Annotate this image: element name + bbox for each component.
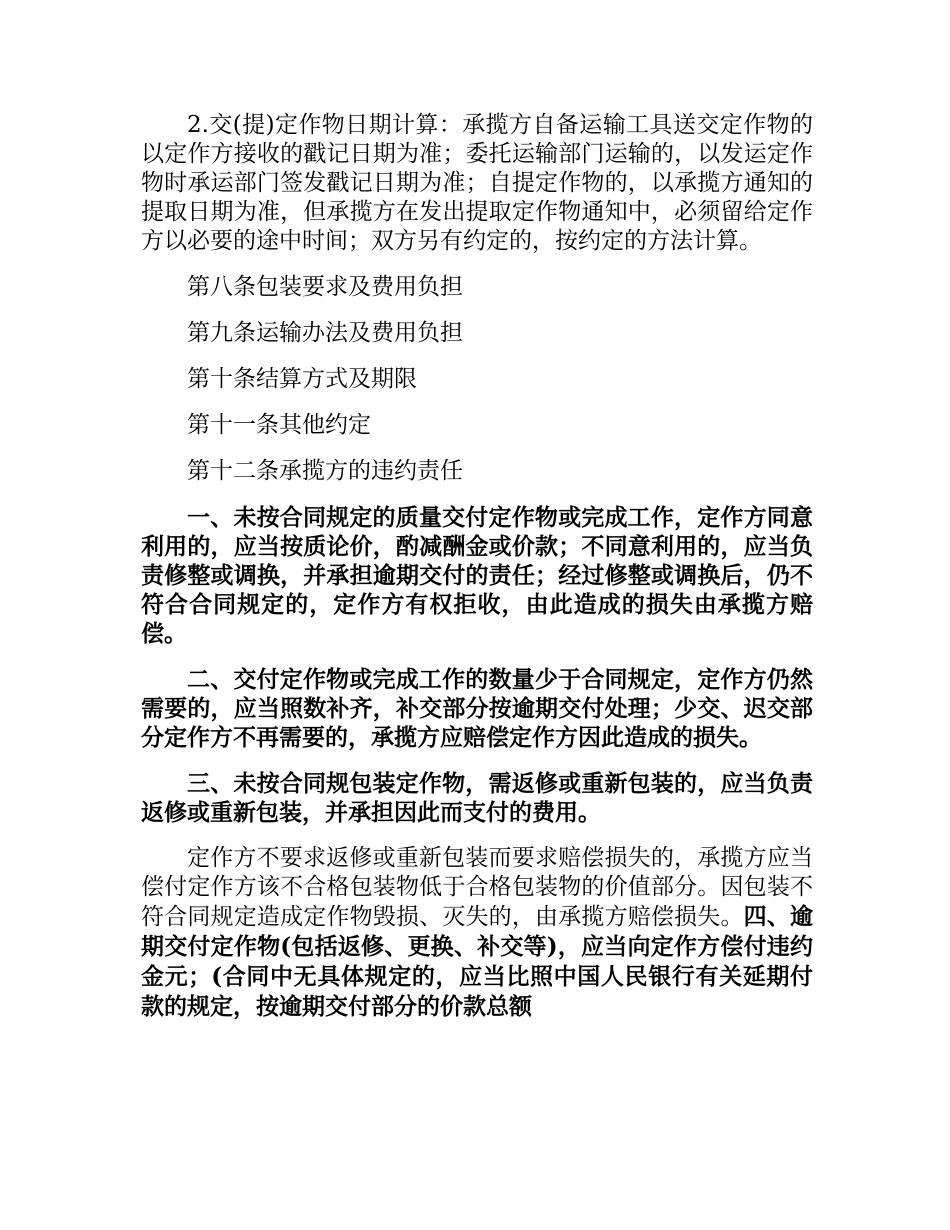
article-11-heading: 第十一条其他约定: [187, 412, 371, 438]
article-12-heading: 第十二条承揽方的违约责任: [187, 458, 463, 484]
paragraph-packaging-compensation: [141, 844, 813, 1022]
clause-3-packaging: 三、未按合同规包装定作物，需返修或重新包装的，应当负责返修或重新包装，并承担因此而支付的费用。: [141, 770, 813, 826]
packaging-compensation-text: 定作方不要求返修或重新包装而要求赔偿损失的，承揽方应当偿付定作方该不合格包装物低于合格包装物的价值部分。因包装不符合同规定造成定作物毁损、灭失的，由承揽方赔偿损失。: [141, 845, 813, 930]
article-9-heading: 第九条运输办法及费用负担: [187, 320, 463, 346]
article-8-heading: 第八条包装要求及费用负担: [187, 274, 463, 300]
article-10-heading: 第十条结算方式及期限: [187, 366, 417, 392]
clause-1-quality: 一、未按合同规定的质量交付定作物或完成工作，定作方同意利用的，应当按质论价，酌减酬金或价款；不同意利用的，应当负责修整或调换，并承担逾期交付的责任；经过修整或调换后，仍不符合合同规定的，定作方有权拒收，由此造成的损失由承揽方赔偿。: [141, 504, 813, 647]
clause-2-quantity: 二、交付定作物或完成工作的数量少于合同规定，定作方仍然需要的，应当照数补齐，补交部分按逾期交付处理；少交、迟交部分定作方不再需要的，承揽方应赔偿定作方因此造成的损失。: [141, 666, 813, 751]
paragraph-delivery-date: 2.交(提)定作物日期计算：承揽方自备运输工具送交定作物的以定作方接收的戳记日期为准；委托运输部门运输的，以发运定作物时承运部门签发戳记日期为准；自提定作物的，以承揽方通知的提取日期为准，但承揽方在发出提取定作物通知中，必须留给定作方以必要的途中时间；双方另有约定的，按约定的方法计算。: [141, 112, 813, 254]
clause-4-late-delivery: 四、逾期交付定作物(包括返修、更换、补交等)，应当向定作方偿付违约金元；(合同中无具体规定的，应当比照中国人民银行有关延期付款的规定，按逾期交付部分的价款总额: [141, 903, 814, 1020]
document-page: [141, 111, 813, 1039]
